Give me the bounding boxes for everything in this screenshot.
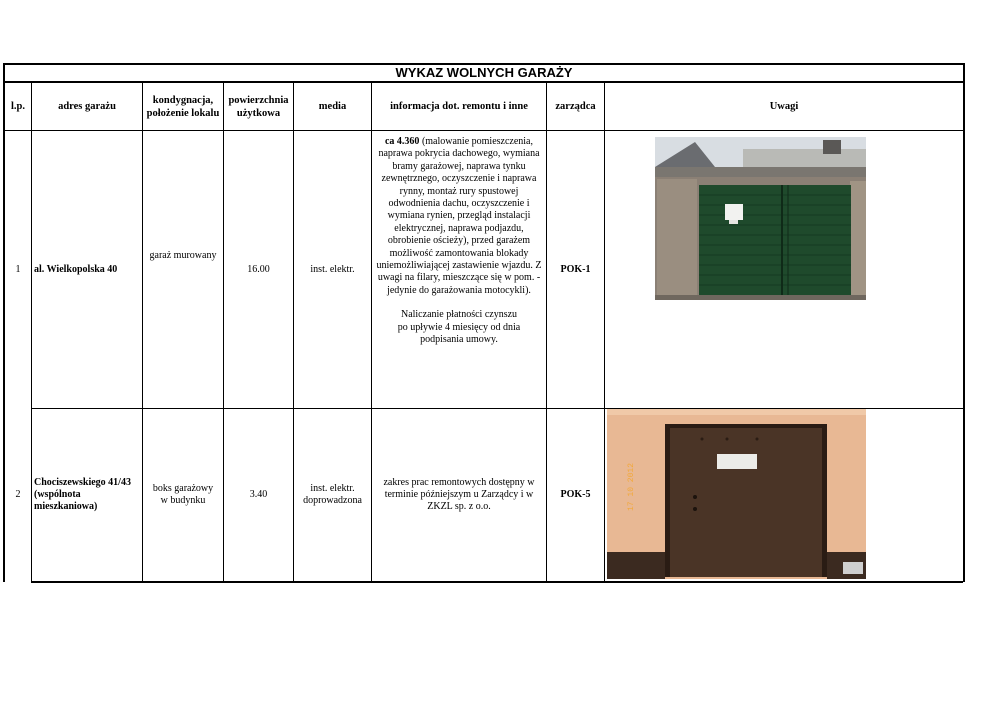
row2-repair-info: zakres prac remontowych dostępny w terminie późniejszym u Zarządcy i w ZKZL sp. z o.o. — [383, 477, 535, 512]
row2-door-photo — [607, 409, 866, 579]
row1-repair-text: (malowanie pomieszczenia, naprawa pokrycia dachowego, wymiana bramy garażowej, naprawa tynku zewnętrznego, oczyszczenie i naprawa rynny, montaż rury spustowej odwodnienia dachu, oczyszczenie i wymiana rynien, przegląd instalacji elektrycznej, naprawa podjazdu, obrobienie ościeży), przed garażem możliwość zamontowania blokady uniemożliwiającej zastawienie wjazdu. Z uwagi na filary, mieszczące się w pom. -jedynie do garażowania motocykli). — [376, 136, 542, 296]
row1-manager: POK-1 — [560, 263, 591, 275]
photo-date-stamp: 17 10 2012 — [627, 462, 636, 511]
door-photo-image — [607, 409, 866, 579]
header-floor: kondygnacja, położenie lokalu — [146, 94, 220, 119]
row2-area: 3.40 — [249, 489, 268, 500]
header-repair: informacja dot. remontu i inne — [390, 101, 528, 112]
header-manager: zarządca — [555, 101, 596, 112]
row2-media: inst. elektr. doprowadzona — [303, 483, 362, 506]
row1-lp: 1 — [15, 263, 21, 275]
header-area: powierzchnia użytkowa — [228, 94, 289, 119]
row1-area: 16.00 — [247, 263, 270, 275]
grid-line — [31, 83, 32, 582]
header-notes: Uwagi — [769, 101, 799, 112]
row1-address: al. Wielkopolska 40 — [34, 263, 118, 275]
header-address: adres garażu — [58, 101, 116, 112]
header-lp: l.p. — [10, 101, 25, 112]
row1-media: inst. elektr. — [310, 263, 355, 275]
row2-address: Chociszewskiego 41/43 (wspólnota mieszkaniowa) — [34, 477, 131, 512]
row1-repair-note: Naliczanie płatności czynszu po upływie 4 miesięcy od dnia podpisania umowy. — [397, 309, 521, 346]
row1-garage-photo — [655, 137, 866, 300]
garage-list-table — [3, 63, 965, 582]
row1-repair-cost: ca 4.360 — [384, 136, 420, 147]
grid-line — [604, 83, 605, 582]
row2-lp: 2 — [15, 489, 21, 500]
row1-repair-info — [372, 136, 546, 347]
garage-photo-image — [655, 137, 866, 300]
row2-manager: POK-5 — [560, 489, 591, 500]
document-title: WYKAZ WOLNYCH GARAŻY — [5, 65, 963, 83]
row2-floor: boks garażowy w budynku — [152, 483, 214, 506]
grid-line — [31, 581, 963, 583]
header-media: media — [318, 101, 347, 112]
row1-floor: garaż murowany — [149, 250, 217, 261]
